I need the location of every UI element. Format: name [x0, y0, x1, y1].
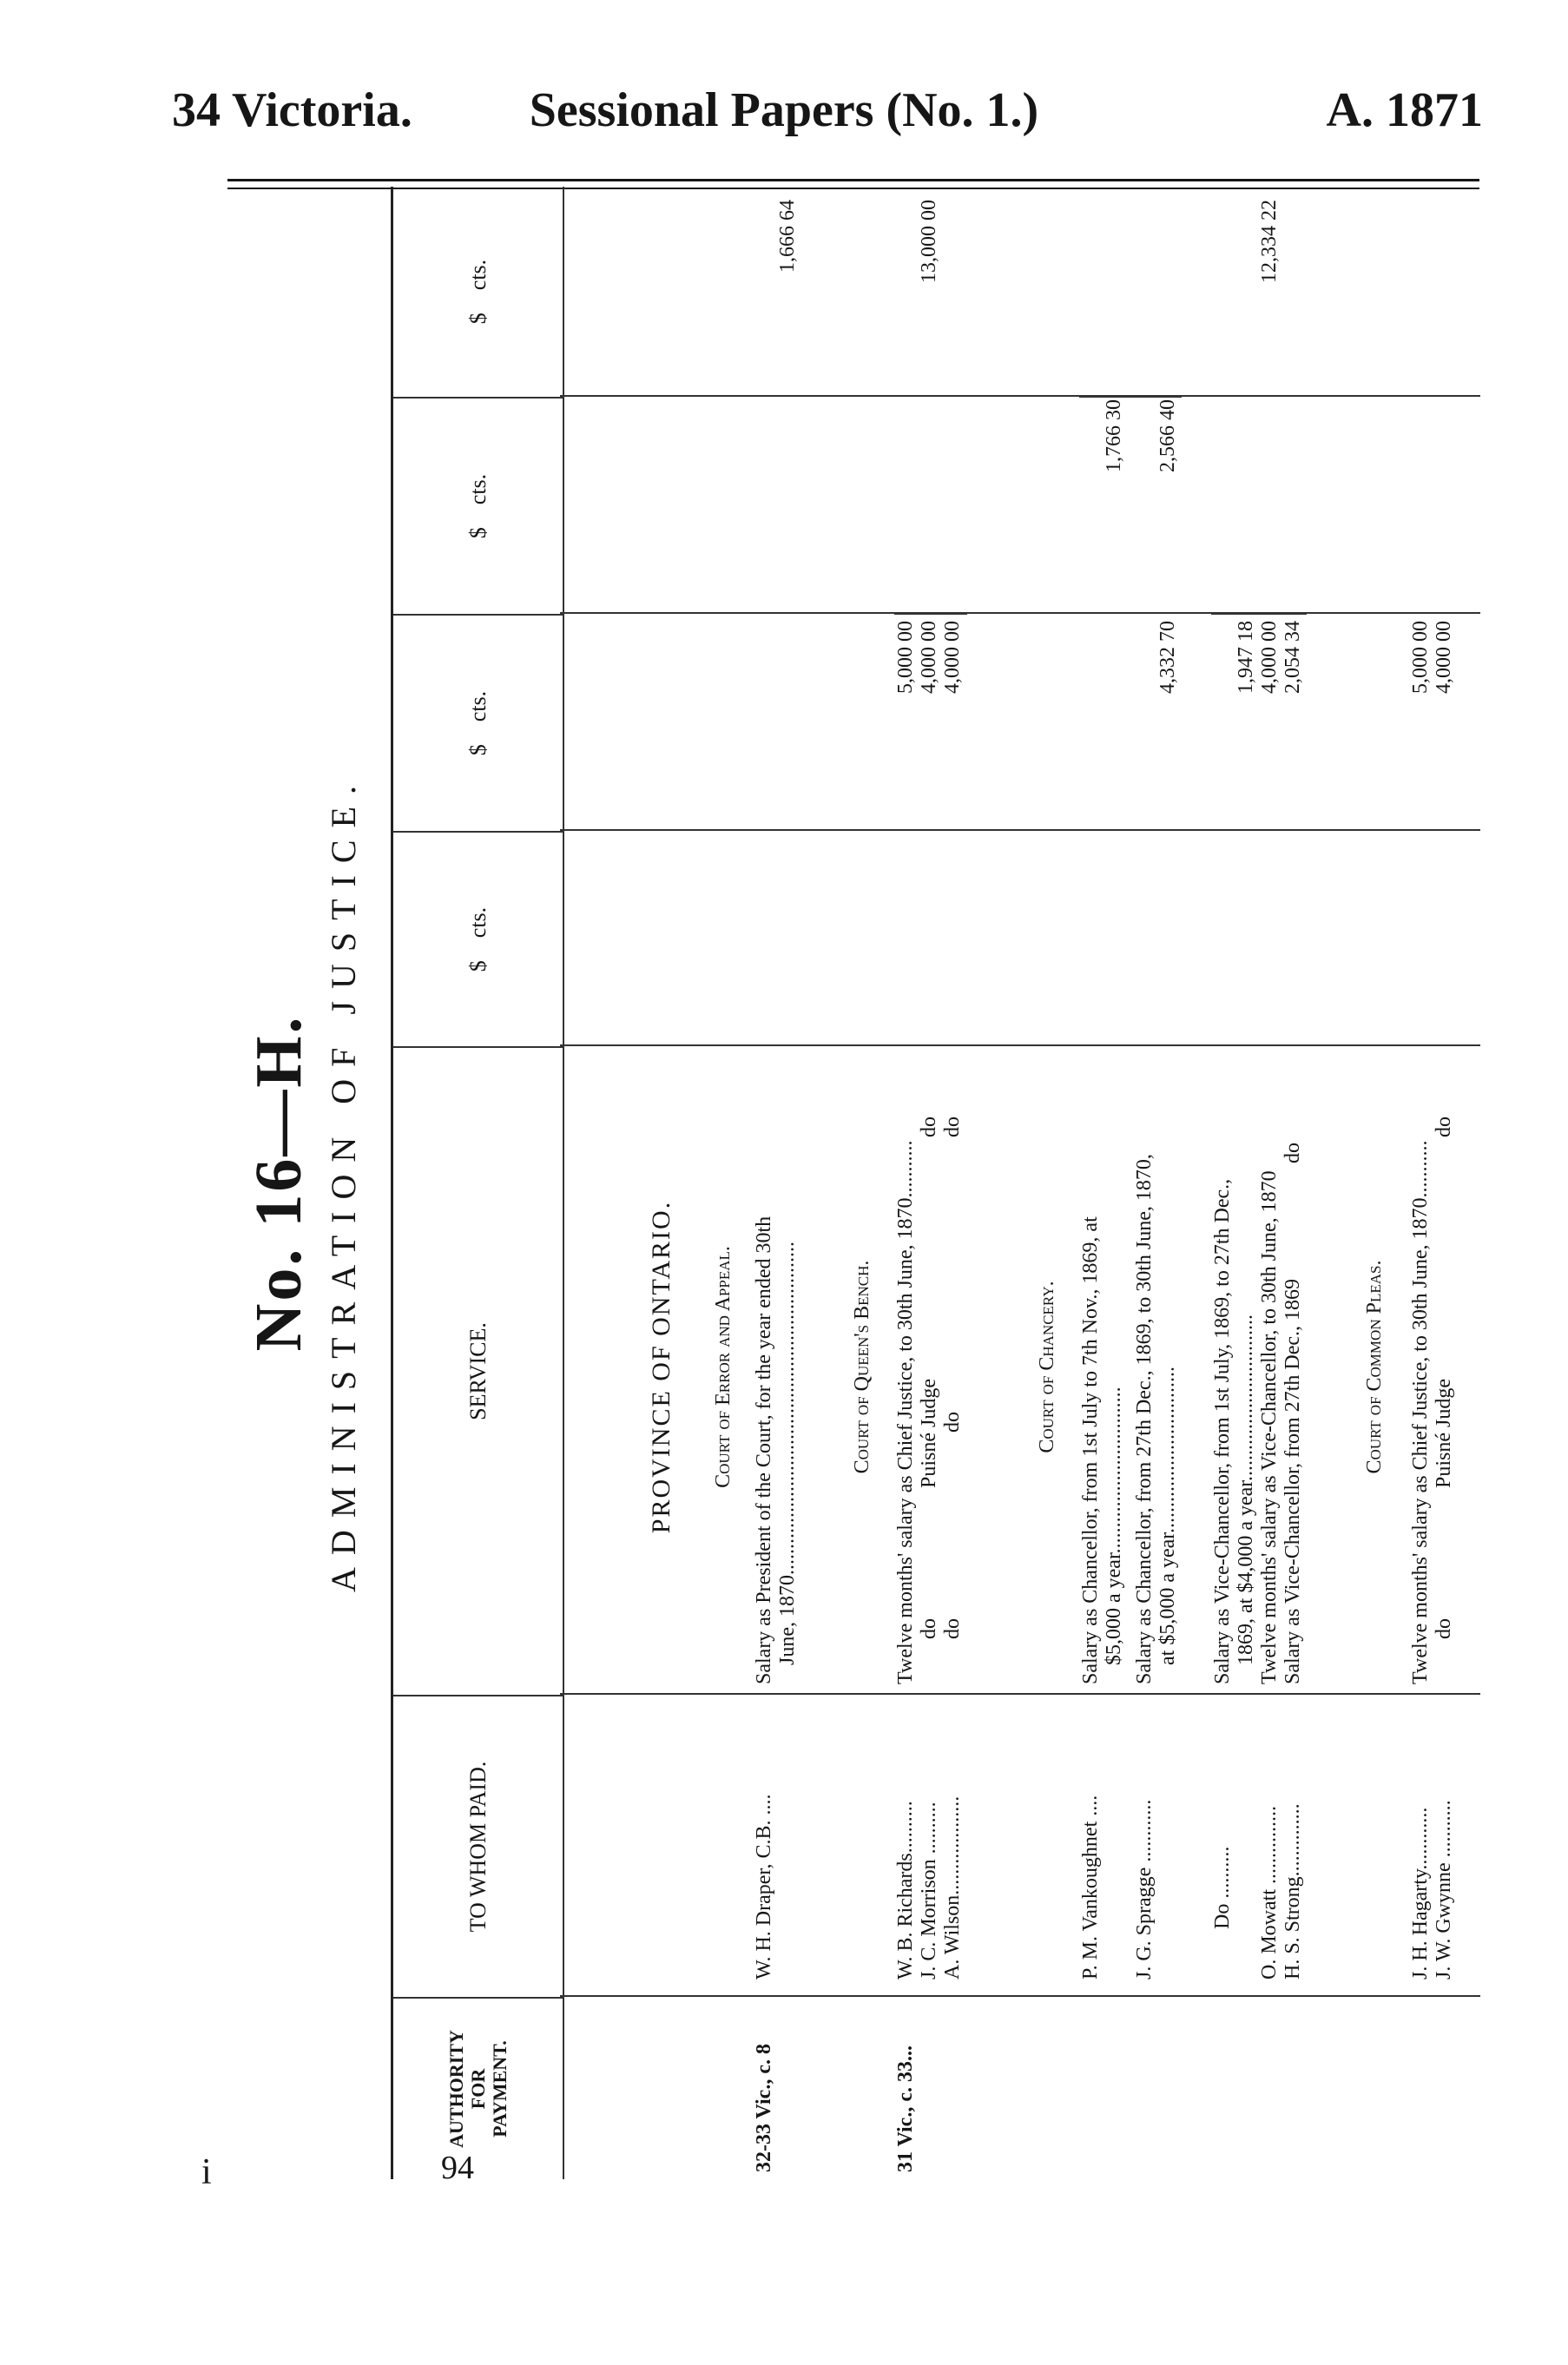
title-area	[226, 187, 373, 2179]
header-sessional-papers: Sessional Papers (No. 1.)	[529, 83, 1039, 137]
service-cell	[1211, 1051, 1258, 1684]
header-year: A. 1871	[1326, 83, 1483, 137]
dollar-sign: $	[464, 527, 491, 539]
column-divider	[560, 1693, 1480, 1695]
header-authority-line1: AUTHORITY	[445, 2030, 467, 2148]
bracket-line	[1211, 613, 1307, 615]
column-divider	[560, 1044, 1480, 1046]
amount-cell: 4,000 00	[918, 621, 940, 694]
header-to-whom-paid: TO WHOM PAID.	[393, 1695, 563, 1997]
service-cell: Twelve months' salary as Chief Justice, to 30th June, 1870...........	[894, 1140, 917, 1684]
amount-total: 12,334 22	[1258, 200, 1281, 283]
bracket-line	[1079, 396, 1182, 398]
payee-cell: W. B. Richards..........	[894, 1801, 917, 1980]
header-service: SERVICE.	[393, 1046, 563, 1695]
ditto-cell: do	[1433, 1117, 1455, 1137]
amount-total: 13,000 00	[918, 200, 940, 283]
section-province: PROVINCE OF ONTARIO.	[647, 1200, 675, 1534]
payee-cell: A. Wilson...................	[941, 1795, 964, 1980]
payee-cell: J. H. Hagarty............	[1409, 1807, 1432, 1980]
document-title: ADMINISTRATION OF JUSTICE.	[324, 774, 363, 1592]
amount-cell: 2,566 40	[1156, 399, 1179, 472]
marginal-letter: i	[201, 2152, 212, 2192]
service-line: at $5,000 a year................................	[1156, 1367, 1179, 1665]
cents-label: cts.	[464, 906, 491, 939]
header-session: 34 Victoria.	[172, 83, 412, 137]
rotated-table-page	[226, 187, 1483, 2179]
service-line: Salary as President of the Court, for the year ended 30th	[753, 1215, 775, 1684]
header-authority-line3: PAYMENT.	[489, 2040, 511, 2138]
section-error-appeal: Court of Error and Appeal.	[712, 1246, 735, 1488]
service-cell: Puisné Judge	[1433, 1379, 1455, 1488]
column-divider	[560, 829, 1480, 831]
authority-cell: 32-33 Vic., c. 8	[753, 2044, 775, 2172]
amount-cell: 1,766 30	[1103, 399, 1125, 472]
payee-cell: O. Mowatt ...............	[1258, 1806, 1281, 1980]
service-line: Salary as Chancellor, from 1st July to 7th Nov., 1869, at	[1079, 1216, 1102, 1684]
section-common-pleas: Court of Common Pleas.	[1363, 1260, 1386, 1474]
amount-cell: 1,947 18	[1235, 621, 1257, 694]
amount-cell: 4,000 00	[1258, 621, 1281, 694]
payee-cell: P. M. Vankoughnet ....	[1079, 1795, 1102, 1980]
header-authority	[393, 1997, 563, 2179]
payee-cell: J. G. Spragge ............	[1133, 1799, 1156, 1980]
ditto-cell: do	[918, 1618, 940, 1639]
header-amount-col1	[393, 831, 563, 1046]
cents-label: cts.	[464, 259, 491, 291]
cents-label: cts.	[464, 690, 491, 722]
amount-cell: 5,000 00	[1409, 621, 1432, 694]
amount-cell: 4,000 00	[941, 621, 964, 694]
payee-cell: W. H. Draper, C.B. ....	[753, 1794, 775, 1980]
payee-cell: H. S. Strong..............	[1281, 1803, 1304, 1980]
service-line: $5,000 a year................................	[1103, 1387, 1125, 1665]
ditto-cell: do	[918, 1117, 940, 1137]
amount-cell: 5,000 00	[894, 621, 917, 694]
column-divider	[560, 1995, 1480, 1997]
amount-cell: 4,332 70	[1156, 621, 1179, 694]
bracket-line	[894, 613, 967, 615]
header-rule-top	[227, 179, 1479, 181]
amount-cell: 2,054 34	[1281, 621, 1304, 694]
payee-cell: Do ..........	[1211, 1846, 1234, 1929]
header-amount-col3	[393, 397, 563, 614]
service-cell	[753, 1051, 800, 1684]
column-headers	[391, 187, 564, 2179]
header-authority-line2: FOR	[466, 2068, 489, 2110]
cents-label: cts.	[464, 473, 491, 505]
ditto-cell: do	[941, 1618, 964, 1639]
service-line: Salary as Chancellor, from 27th Dec., 1869, to 30th June, 1870,	[1133, 1154, 1156, 1684]
amount-cell: 4,000 00	[1433, 621, 1455, 694]
ditto-cell: do	[1433, 1618, 1455, 1639]
service-cell: do	[941, 1412, 964, 1433]
header-amount-col4	[393, 187, 563, 397]
service-line: June, 1870................................................................	[776, 1242, 799, 1665]
service-cell: Twelve months' salary as Chief Justice, to 30th June, 1870...........	[1409, 1140, 1432, 1684]
dollar-sign: $	[464, 960, 491, 972]
service-cell: Salary as Vice-Chancellor, from 27th Dec., 1869	[1281, 1278, 1304, 1684]
payee-cell: J. W. Gwynne ...........	[1433, 1800, 1455, 1980]
column-divider	[560, 395, 1480, 397]
service-cell: Twelve months' salary as Vice-Chancellor, to 30th June, 1870	[1258, 1170, 1281, 1684]
header-amount-col2	[393, 614, 563, 831]
column-divider	[560, 612, 1480, 614]
service-cell	[1133, 1051, 1180, 1684]
service-line: Salary as Vice-Chancellor, from 1st July, 1869, to 27th Dec.,	[1211, 1178, 1234, 1684]
dollar-sign: $	[464, 313, 491, 325]
ditto-cell: do	[1281, 1143, 1304, 1163]
page-number: 94	[441, 2150, 474, 2186]
service-line: 1869, at $4,000 a year................................	[1235, 1314, 1257, 1665]
payee-cell: J. C. Morrison ..........	[918, 1802, 940, 1980]
table-body	[560, 187, 1480, 2179]
service-cell	[1079, 1051, 1126, 1684]
amount-total: 1,666 64	[776, 200, 799, 273]
dollar-sign: $	[464, 744, 491, 756]
ditto-cell: do	[941, 1117, 964, 1137]
authority-cell: 31 Vic., c. 33...	[894, 2045, 917, 2172]
service-cell: Puisné Judge	[918, 1379, 940, 1488]
page-header	[0, 0, 1568, 174]
document-number: No. 16—H.	[242, 1014, 315, 1352]
section-chancery: Court of Chancery.	[1036, 1281, 1058, 1453]
section-queens-bench: Court of Queen's Bench.	[851, 1260, 873, 1474]
